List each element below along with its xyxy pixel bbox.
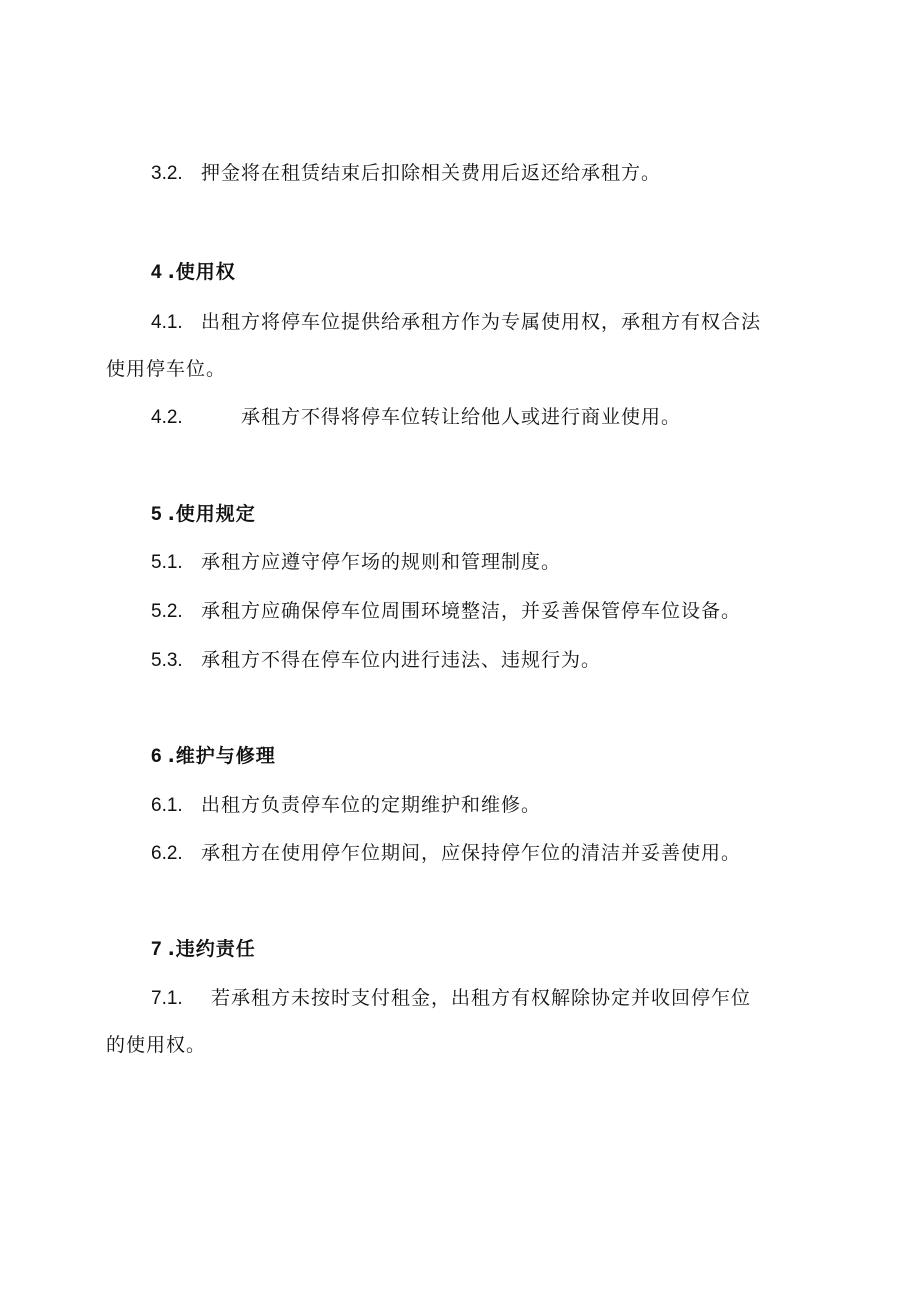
clause-number: 6.2.	[151, 843, 183, 864]
section-title: .使用权	[167, 261, 236, 283]
clause-5-3	[151, 648, 601, 673]
clause-text: 承租方应确保停车位周围环境整洁，并妥善保管停车位设备。	[201, 600, 742, 622]
clause-number: 5.3.	[151, 650, 183, 671]
clause-text: 承租方不得将停车位转让给他人或进行商业使用。	[241, 406, 682, 428]
clause-text: 出租方负责停车位的定期维护和维修。	[201, 794, 542, 816]
clause-text: 若承租方未按时支付租金，出租方有权解除协定并收回停乍位	[211, 987, 752, 1009]
clause-text: 承租方在使用停乍位期间，应保持停乍位的清洁并妥善使用。	[201, 842, 742, 864]
clause-3-2	[151, 161, 661, 186]
clause-text: 押金将在租赁结束后扣除相关费用后返还给承租方。	[201, 162, 662, 184]
clause-5-1	[151, 550, 561, 575]
section-title: .使用规定	[167, 503, 256, 525]
clause-4-1	[151, 310, 761, 335]
clause-text: 出租方将停车位提供给承租方作为专属使用权，承租方有权合法	[201, 311, 762, 333]
clause-text: 承租方不得在停车位内进行违法、违规行为。	[201, 649, 602, 671]
section-number: 7	[151, 939, 162, 960]
clause-7-1	[151, 986, 751, 1011]
clause-number: 4.2.	[151, 407, 183, 428]
clause-text: 的使用权。	[106, 1034, 207, 1056]
section-6-heading	[151, 744, 276, 769]
clause-number: 6.1.	[151, 795, 183, 816]
section-4-heading	[151, 260, 236, 285]
section-title: .维护与修理	[167, 745, 276, 767]
clause-number: 5.2.	[151, 601, 183, 622]
clause-5-2	[151, 599, 741, 624]
clause-number: 7.1.	[151, 988, 183, 1009]
clause-6-1	[151, 793, 541, 818]
clause-6-2	[151, 841, 741, 866]
clause-4-2	[151, 405, 681, 430]
clause-number: 3.2.	[151, 163, 183, 184]
clause-number: 4.1.	[151, 312, 183, 333]
clause-7-1-continuation	[106, 1033, 206, 1057]
section-number: 6	[151, 746, 162, 767]
clause-text: 使用停车位。	[106, 358, 227, 380]
clause-number: 5.1.	[151, 552, 183, 573]
clause-4-1-continuation	[106, 357, 226, 381]
section-number: 4	[151, 262, 162, 283]
section-number: 5	[151, 504, 162, 525]
section-5-heading	[151, 502, 256, 527]
clause-text: 承租方应遵守停乍场的规则和管理制度。	[201, 551, 562, 573]
section-7-heading	[151, 937, 256, 962]
section-title: .违约责任	[167, 938, 256, 960]
